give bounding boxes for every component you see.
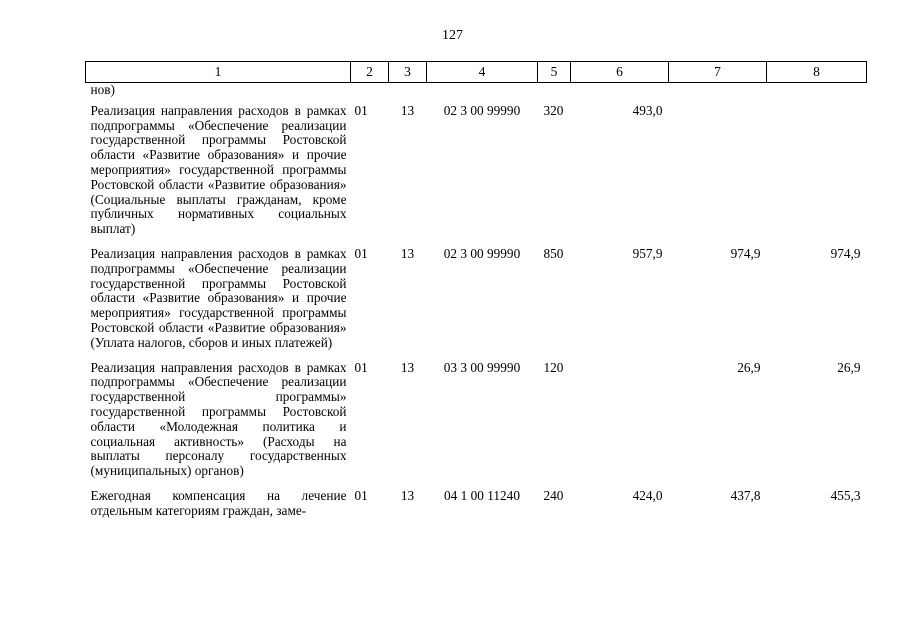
row-amount-col6: [571, 361, 669, 489]
column-header-3: 3: [389, 62, 427, 83]
row-description: Реализация направления расходов в рамках подпрограммы «Обеспечение реализации государственной программы Ростовской области «Развитие образования» и прочие мероприятия» государственной программы Ростовской области «Развитие образования» (Социальные выплаты гражданам, кроме публичных нормативных социальных выплат): [90, 102, 347, 237]
row-amount-col8: 974,9: [830, 245, 861, 261]
budget-table: [85, 61, 867, 519]
column-header-8: 8: [767, 62, 867, 83]
row-subsection-code: 13: [400, 102, 415, 118]
column-header-2: 2: [351, 62, 389, 83]
column-header-6: 6: [571, 62, 669, 83]
row-description: Реализация направления расходов в рамках подпрограммы «Обеспечение реализации государственной программы Ростовской области «Развитие образования» и прочие мероприятия» государственной программы Ростовской области «Развитие образования» (Уплата налогов, сборов и иных платежей): [90, 245, 347, 350]
table-row: [86, 247, 867, 361]
row-amount-col7: 437,8: [730, 487, 761, 503]
column-header-4: 4: [427, 62, 538, 83]
row-section-code: 01: [354, 102, 368, 118]
page-number: 127: [442, 28, 463, 43]
table-header-row: [86, 62, 867, 83]
column-header-7: 7: [669, 62, 767, 83]
row-target-code: 03 3 00 99990: [443, 359, 521, 375]
row-section-code: 01: [354, 487, 368, 503]
row-section-code: 01: [354, 245, 368, 261]
row-amount-col7: [669, 104, 767, 247]
row-amount-col6: 957,9: [632, 245, 663, 261]
row-amount-col8: 455,3: [830, 487, 861, 503]
row-target-code: 02 3 00 99990: [443, 102, 521, 118]
row-amount-col6: 493,0: [632, 102, 663, 118]
column-header-1: 1: [86, 62, 351, 83]
continuation-text: нов): [90, 82, 115, 97]
table-row: [86, 489, 867, 519]
row-target-code: 04 1 00 11240: [444, 487, 520, 503]
row-target-code: 02 3 00 99990: [443, 245, 521, 261]
row-amount-col6: 424,0: [632, 487, 663, 503]
continuation-row: [86, 83, 867, 104]
row-amount-col7: 974,9: [730, 245, 761, 261]
row-amount-col8: 26,9: [837, 359, 861, 375]
row-amount-col7: 26,9: [737, 359, 761, 375]
row-expense-type: 120: [543, 359, 564, 375]
table-row: [86, 104, 867, 247]
row-description: Ежегодная компенсация на лечение отдельным категориям граждан, заме-: [90, 487, 347, 518]
row-expense-type: 850: [543, 245, 564, 261]
row-description: Реализация направления расходов в рамках подпрограммы «Обеспечение реализации государственной программы» государственной программы Ростовской области «Молодежная политика и социальная активность» (Расходы на выплаты персоналу государственных (муниципальных) органов): [90, 359, 347, 479]
row-subsection-code: 13: [400, 245, 415, 261]
row-amount-col8: [767, 104, 867, 247]
row-expense-type: 320: [543, 102, 564, 118]
table-row: [86, 361, 867, 489]
row-subsection-code: 13: [400, 487, 415, 503]
row-subsection-code: 13: [400, 359, 415, 375]
row-section-code: 01: [354, 359, 368, 375]
row-expense-type: 240: [543, 487, 564, 503]
column-header-5: 5: [538, 62, 571, 83]
